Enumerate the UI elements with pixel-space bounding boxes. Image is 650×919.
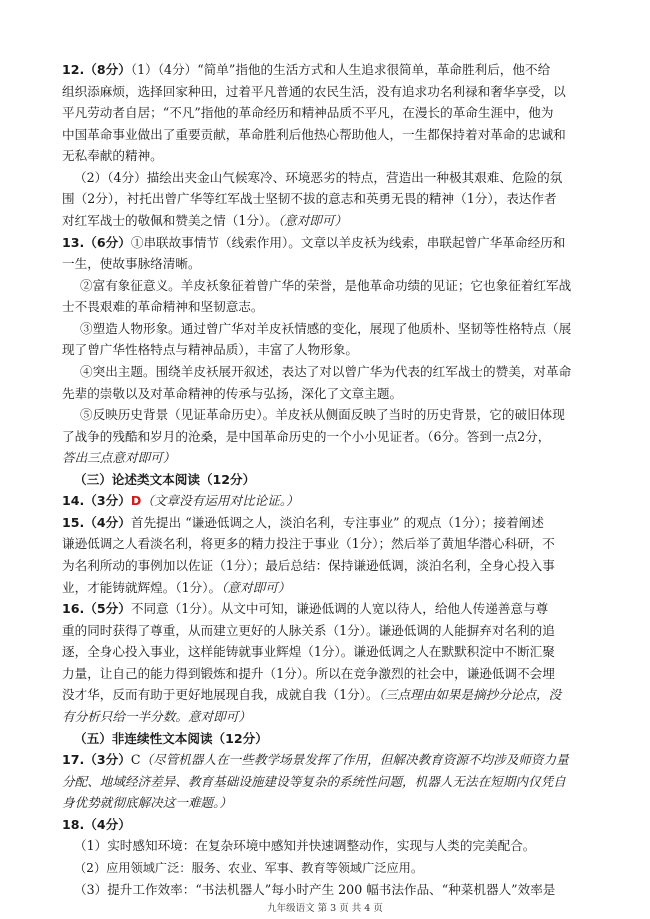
q13-line-3: ②富有象征意义。羊皮袄象征着曾广华的荣誉，是他革命功绩的见证；它也象征着红军战 bbox=[80, 277, 572, 293]
q13-score-note: （6分。答到一点2分， bbox=[427, 428, 551, 444]
q12-line-8 bbox=[62, 211, 598, 231]
q14-note: （文章没有运用对比论证。） bbox=[141, 493, 299, 509]
q12-line-7: 围（2分），衬托出曾广华等红军战士坚韧不拔的意志和英勇无畏的精神（1分），表达作者 bbox=[62, 191, 557, 207]
q13-line-6: 现了曾广华性格特点与精神品质），丰富了人物形象。 bbox=[62, 342, 358, 358]
q17-line-3: 身优势就彻底解决这一难题。） bbox=[62, 795, 233, 811]
q13-line-10 bbox=[62, 427, 598, 447]
q17-line-2: 分配、地域经济差异、教育基础设施建设等复杂的系统性问题，机器人无法在短期内仅凭自 bbox=[62, 773, 566, 789]
q12-text: （1）（4分）“简单”指他的生活方式和人生追求很简单，革命胜利后，他不给 bbox=[130, 62, 551, 77]
section-3-title: （三）论述类文本阅读（12分） bbox=[74, 471, 256, 487]
q15-number: 15.（4分） bbox=[62, 514, 131, 530]
q12-line-6: （2）（4分）描绘出夹金山气候寒冷、环境恶劣的特点，营造出一种极其艰难、危险的氛 bbox=[74, 169, 563, 185]
page-footer: 九年级语文 第 3 页 共 4 页 bbox=[267, 903, 383, 914]
q12-text-end: 对红军战士的敬佩和赞美之情（1分）。 bbox=[62, 212, 278, 228]
q15-text-end: 业，才能铸就辉煌。（1分）。 bbox=[62, 579, 222, 595]
q12-number: 12.（8分） bbox=[62, 62, 131, 77]
q12-line-3: 平凡劳动者自居；“不凡”指他的革命经历和精神品质不平凡，在漫长的革命生涯中，他为 bbox=[62, 105, 554, 121]
q14-answer: D bbox=[130, 493, 142, 509]
q14-number: 14.（3分） bbox=[62, 493, 131, 509]
q13-line-8: 先辈的崇敬以及对革命精神的传承与弘扬，深化了文章主题。 bbox=[62, 385, 403, 401]
q13-line-7: ④突出主题。围绕羊皮袄展开叙述，表达了对以曾广华为代表的红军战士的赞美，对革命 bbox=[80, 363, 572, 379]
section-3-heading bbox=[74, 470, 598, 490]
q12-line-1 bbox=[62, 60, 598, 80]
q15-text: 首先提出 “谦逊低调之人，淡泊名利，专注事业” 的观点（1分）；接着阐述 bbox=[130, 514, 544, 530]
q16-line-2: 重的同时获得了尊重，从而建立更好的人脉关系（1分）。谦逊低调的人能摒弃对名利的追 bbox=[62, 622, 555, 638]
q16-line-4: 力量，让自己的能力得到锻炼和提升（1分）。所以在竞争激烈的社会中，谦逊低调不会埋 bbox=[62, 665, 555, 681]
q13-number: 13.（6分） bbox=[62, 234, 131, 250]
q17-note: （尽管机器人在一些教学场景发挥了作用，但解决教育资源不均涉及师资力量 bbox=[140, 752, 569, 768]
q13-text-end: 了战争的残酷和岁月的沧桑，是中国革命历史的一个小小见证者。 bbox=[62, 428, 428, 444]
q15-note: （意对即可） bbox=[221, 579, 291, 595]
q16-line-6: 有分析只给一半分数。意对即可） bbox=[62, 709, 251, 725]
q16-line-5 bbox=[62, 685, 598, 705]
section-5-title: （五）非连续性文本阅读（12分） bbox=[74, 730, 268, 746]
q16-text-end: 没才华，反而有助于更好地展现自我，成就自我（1分）。 bbox=[62, 687, 379, 703]
q12-note: （意对即可） bbox=[277, 212, 348, 228]
q15-line-2: 谦逊低调之人看淡名利，将更多的精力投注于事业（1分）；然后举了黄旭华潜心科研，不 bbox=[62, 536, 555, 552]
q13-line-11: 答出三点意对即可） bbox=[62, 450, 176, 466]
q18-number: 18.（4分） bbox=[62, 816, 131, 832]
q13-line-5: ③塑造人物形象。通过曾广华对羊皮袄情感的变化，展现了他质朴、坚韧等性格特点（展 bbox=[80, 320, 572, 336]
section-5-heading bbox=[74, 729, 598, 749]
q17-line-1 bbox=[62, 750, 598, 770]
q13-line-2: 一生，使故事脉络清晰。 bbox=[62, 256, 201, 272]
q17-answer: C bbox=[130, 752, 141, 768]
q15-line-4 bbox=[62, 578, 598, 598]
q16-number: 16.（5分） bbox=[62, 601, 131, 617]
q17-number: 17.（3分） bbox=[62, 752, 131, 768]
q16-text: 不同意（1分）。从文中可知，谦逊低调的人宽以待人，给他人传递善意与尊 bbox=[130, 601, 549, 617]
q13-line-9: ⑤反映历史背景（见证革命历史）。羊皮袄从侧面反映了当时的历史背景，它的破旧体现 bbox=[80, 407, 565, 423]
q12-line-2: 组织添麻烦，选择回家种田，过着平凡普通的农民生活，没有追求功名利禄和奢华享受，以 bbox=[62, 83, 566, 99]
q15-line-3: 为名利所动的事例加以佐证（1分）；最后总结：保持谦逊低调，淡泊名利，全身心投入事 bbox=[62, 558, 555, 574]
q15-line-1 bbox=[62, 513, 598, 533]
q12-line-4: 中国革命事业做出了重要贡献，革命胜利后他热心帮助他人，一生都保持着对革命的忠诚和 bbox=[62, 126, 566, 142]
q16-note: （三点理由如果是摘抄分论点，没 bbox=[378, 687, 562, 703]
q18-line-2: （2）应用领域广泛：服务、农业、军事、教育等领域广泛应用。 bbox=[74, 861, 424, 875]
q14-line bbox=[62, 491, 598, 511]
q13-text: ①串联故事情节（线索作用）。文章以羊皮袄为线索，串联起曾广华革命经历和 bbox=[130, 234, 566, 250]
q18-heading bbox=[62, 815, 598, 835]
q12-line-5: 无私奉献的精神。 bbox=[62, 148, 163, 164]
q16-line-1 bbox=[62, 599, 598, 619]
q16-line-3: 逐，全身心投入事业，这样能铸就事业辉煌（1分）。谦逊低调之人在默默积淀中不断汇聚 bbox=[62, 644, 555, 660]
q18-line-3: （3）提升工作效率：“书法机器人”每小时产生 200 幅书法作品、“种菜机器人”效率是 bbox=[74, 881, 556, 897]
q13-line-4: 士不畏艰难的革命精神和坚韧意志。 bbox=[62, 299, 264, 315]
q18-line-1: （1）实时感知环境：在复杂环境中感知并快速调整动作，实现与人类的完美配合。 bbox=[74, 838, 536, 854]
q13-line-1 bbox=[62, 233, 598, 253]
